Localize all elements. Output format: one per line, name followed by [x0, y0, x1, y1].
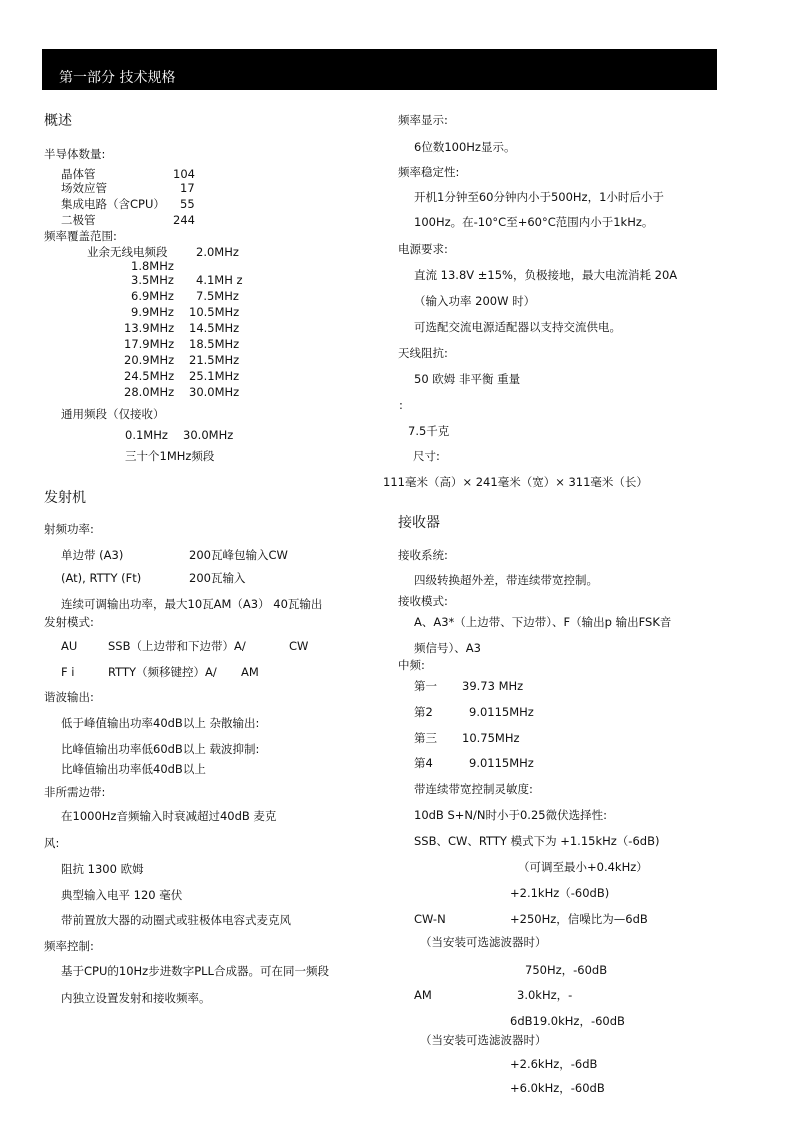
general-range: 0.1MHz 30.0MHz: [125, 428, 234, 442]
ssb-a3-value: 200瓦峰包输入CW: [189, 548, 288, 562]
freq-stability-line-1: 开机1分钟至60分钟内小于500Hz，1小时后小于: [414, 190, 664, 204]
am-6db: 6dB19.0kHz，-60dB: [510, 1014, 625, 1028]
band-upper: 21.5MHz: [189, 353, 240, 367]
if-4-label: 第4: [414, 756, 433, 770]
ssb-a3-label: 单边带 (A3): [61, 548, 124, 562]
am-value: 3.0kHz，-: [517, 988, 573, 1002]
mode-fi: F i: [61, 665, 75, 679]
section-title: 第一部分 技术规格: [59, 70, 176, 86]
band-lower: 3.5MHz: [131, 273, 174, 287]
freq-control-line-1: 基于CPU的10Hz步进数字PLL合成器。可在同一频段: [61, 964, 329, 978]
band-upper: 7.5MHz: [196, 289, 239, 303]
rx-modes-line-1: A、A3*（上边带、下边带）、F（输出p 输出FSK音: [414, 615, 672, 629]
band-upper: 10.5MHz: [189, 305, 240, 319]
freq-stability-label: 频率稳定性:: [398, 165, 460, 179]
am-label: AM: [414, 988, 432, 1002]
band-lower: 24.5MHz: [124, 369, 175, 383]
receiver-heading: 接收器: [398, 515, 440, 531]
if-3-label: 第三: [414, 731, 437, 745]
am-26khz: +2.6kHz，-6dB: [510, 1057, 598, 1071]
overview-heading: 概述: [44, 113, 72, 129]
rx-system-text: 四级转换超外差，带连续带宽控制。: [414, 573, 598, 587]
am-60khz: +6.0kHz，-60dB: [510, 1081, 605, 1095]
antenna-label: 天线阻抗:: [398, 346, 448, 360]
freq-control-label: 频率控制:: [44, 939, 94, 953]
if-2-label: 第2: [414, 705, 433, 719]
at-rtty-label: (At), RTTY (Ft): [61, 571, 142, 585]
fet-count: 17: [180, 181, 195, 195]
if-label: 中频:: [398, 658, 425, 672]
band-lower: 1.8MHz: [131, 259, 174, 273]
power-req-label: 电源要求:: [398, 242, 448, 256]
diode-label: 二极管: [61, 213, 96, 227]
weight-value: 7.5千克: [408, 424, 450, 438]
section-header-bar: [42, 49, 717, 90]
unwanted-sideband-label: 非所需边带:: [44, 785, 106, 799]
adjustable-output: 连续可调输出功率，最大10瓦AM（A3） 40瓦输出: [61, 597, 323, 611]
at-rtty-value: 200瓦输入: [189, 571, 246, 585]
transmitter-heading: 发射机: [44, 490, 86, 506]
mode-am: AM: [241, 665, 259, 679]
mic-input-level: 典型输入电平 120 毫伏: [61, 888, 183, 902]
band-upper: 2.0MHz: [196, 245, 239, 259]
harmonic-line-2: 比峰值输出功率低60dB以上 载波抑制:: [61, 742, 260, 756]
cwn-label: CW-N: [414, 912, 446, 926]
selectivity-label: 10dB S+N/N时小于0.25微伏选择性:: [414, 808, 607, 822]
mode-au-value: SSB（上边带和下边带）A/: [108, 639, 246, 653]
band-upper: 18.5MHz: [189, 337, 240, 351]
freq-display-text: 6位数100Hz显示。: [414, 140, 516, 154]
cwn-value: +250Hz，信噪比为—6dB: [510, 912, 648, 926]
mode-cw: CW: [289, 639, 309, 653]
power-req-line-2: （输入功率 200W 时）: [414, 294, 536, 308]
semiconductors-label: 半导体数量:: [44, 147, 106, 161]
rx-modes-label: 接收模式:: [398, 594, 448, 608]
band-lower: 28.0MHz: [124, 385, 175, 399]
ic-count: 55: [180, 197, 195, 211]
if-3-value: 10.75MHz: [462, 731, 520, 745]
band-lower: 13.9MHz: [124, 321, 175, 335]
harmonic-label: 谐波输出:: [44, 690, 94, 704]
band-upper: 4.1MH z: [196, 273, 243, 287]
size-label: 尺寸:: [413, 449, 440, 463]
general-bands: 三十个1MHz频段: [125, 449, 215, 463]
unwanted-sideband-text: 在1000Hz音频输入时衰减超过40dB 麦克: [61, 809, 277, 823]
ham-band-label: 业余无线电频段: [87, 245, 168, 259]
band-upper: 14.5MHz: [189, 321, 240, 335]
harmonic-line-3: 比峰值输出功率低40dB以上: [61, 762, 206, 776]
transistor-count: 104: [173, 167, 195, 181]
band-lower: 20.9MHz: [124, 353, 175, 367]
ic-label: 集成电路（含CPU）: [61, 197, 165, 211]
freq-coverage-label: 频率覆盖范围:: [44, 229, 117, 243]
optional-filter-note: （当安装可选滤波器时）: [420, 1033, 547, 1047]
fet-label: 场效应管: [61, 181, 107, 195]
mode-fi-value: RTTY（频移键控）A/: [108, 665, 217, 679]
power-req-line-3: 可选配交流电源适配器以支持交流供电。: [414, 320, 621, 334]
mic-type: 带前置放大器的动圈式或驻极体电容式麦克风: [61, 913, 291, 927]
antenna-text: 50 欧姆 非平衡 重量: [414, 372, 521, 386]
selectivity-ssb: SSB、CW、RTTY 模式下为 +1.15kHz（-6dB): [414, 834, 660, 848]
size-value: 111毫米（高）× 241毫米（宽）× 311毫米（长）: [383, 475, 648, 489]
if-4-value: 9.0115MHz: [469, 756, 534, 770]
cwn-60db: 750Hz，-60dB: [525, 963, 608, 977]
wind-label: 风:: [44, 836, 60, 850]
power-req-line-1: 直流 13.8V ±15%，负极接地，最大电流消耗 20A: [414, 268, 678, 282]
harmonic-line-1: 低于峰值输出功率40dB以上 杂散输出:: [61, 716, 260, 730]
band-lower: 17.9MHz: [124, 337, 175, 351]
colon-label: :: [399, 398, 403, 412]
freq-stability-line-2: 100Hz。在-10°C至+60°C范围内小于1kHz。: [414, 215, 654, 229]
band-upper: 30.0MHz: [189, 385, 240, 399]
tx-modes-label: 发射模式:: [44, 615, 94, 629]
if-1-value: 39.73 MHz: [462, 679, 524, 693]
freq-control-line-2: 内独立设置发射和接收频率。: [61, 991, 211, 1005]
rx-modes-line-2: 频信号）、A3: [414, 641, 481, 655]
if-1-label: 第一: [414, 679, 437, 693]
mode-au: AU: [61, 639, 78, 653]
rf-power-label: 射频功率:: [44, 522, 94, 536]
band-lower: 6.9MHz: [131, 289, 174, 303]
optional-filter-note: （当安装可选滤波器时）: [420, 935, 547, 949]
if-2-value: 9.0115MHz: [469, 705, 534, 719]
band-lower: 9.9MHz: [131, 305, 174, 319]
rx-system-label: 接收系统:: [398, 548, 448, 562]
sensitivity-label: 带连续带宽控制灵敏度:: [414, 782, 533, 796]
band-upper: 25.1MHz: [189, 369, 240, 383]
freq-display-label: 频率显示:: [398, 113, 448, 127]
selectivity-60db: +2.1kHz（-60dB): [510, 886, 610, 900]
diode-count: 244: [173, 213, 195, 227]
mic-impedance: 阻抗 1300 欧姆: [61, 862, 144, 876]
general-coverage-label: 通用频段（仅接收）: [61, 407, 165, 421]
selectivity-adjustable: （可调至最小+0.4kHz）: [518, 860, 648, 874]
transistor-label: 晶体管: [61, 167, 96, 181]
